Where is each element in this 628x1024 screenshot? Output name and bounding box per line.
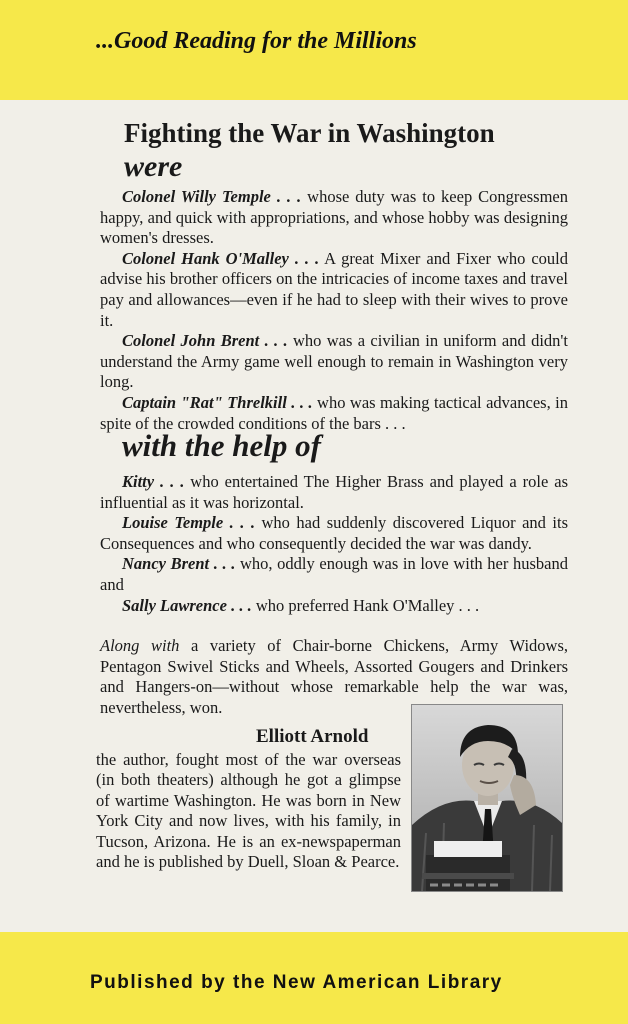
character-entry	[100, 187, 568, 249]
along-text: a variety of Chair-borne Chickens, Army Widows, Pentagon Swivel Sticks and Wheels, Assorted Gougers and Drinkers and Hangers-on—without whose remarkable help the war was, nevertheless, won.	[100, 636, 569, 717]
character-name: Kitty . . .	[122, 472, 185, 491]
character-desc: who, oddly enough was in love with her husband and	[100, 554, 568, 594]
character-desc: who was making tactical advances, in spite of the crowded conditions of the bars . . .	[100, 392, 568, 433]
character-name: Captain "Rat" Threlkill . . .	[122, 392, 313, 412]
character-entry	[100, 472, 568, 513]
character-desc: who had suddenly discovered Liquor and its Consequences and who consequently decided the war was dandy.	[100, 513, 568, 553]
character-desc: who preferred Hank O'Malley . . .	[251, 595, 480, 615]
cast-list-were	[100, 187, 568, 434]
character-name: Nancy Brent . . .	[122, 554, 236, 574]
character-entry	[100, 331, 568, 393]
character-name: Sally Lawrence . . .	[122, 595, 252, 615]
author-bio: the author, fought most of the war overseas (in both theaters) although he got a glimpse of wartime Washington. He was born in New York City and now lives, with his family, in Tucson, Arizona. He is an ex-newspaperman and he is published by Duell, Sloan & Pearce.	[96, 750, 401, 872]
character-desc: A great Mixer and Fixer who could advise his brother officers on the intricacies of income taxes and travel pay and allowances—even if he had to sleep with their wives to prove it.	[100, 248, 568, 330]
along-lead: Along with	[100, 636, 180, 655]
character-name: Louise Temple . . .	[122, 513, 256, 533]
author-portrait-icon	[412, 705, 562, 891]
section-label-help: with the help of	[122, 428, 321, 463]
character-desc: who was a civilian in uniform and didn't understand the Army game well enough to remain in Washington very long.	[100, 331, 568, 392]
character-desc: who entertained The Higher Brass and played a role as influential as it was horizontal.	[100, 472, 568, 512]
author-photo	[411, 704, 563, 892]
character-name: Colonel Hank O'Malley . . .	[122, 248, 320, 268]
character-name: Colonel John Brent . . .	[122, 331, 288, 351]
character-desc: whose duty was to keep Congressmen happy, and quick with appropriations, and whose hobby was designing women's dresses.	[100, 187, 569, 248]
section-label-were: were	[124, 150, 183, 183]
character-entry	[100, 513, 568, 554]
publisher-line: Published by the New American Library	[90, 972, 503, 993]
character-entry	[100, 596, 568, 617]
tagline: ...Good Reading for the Millions	[96, 28, 417, 54]
character-name: Colonel Willy Temple . . .	[122, 187, 302, 206]
character-entry	[100, 554, 568, 595]
character-entry	[100, 249, 568, 331]
book-heading: Fighting the War in Washington	[124, 118, 495, 148]
author-name: Elliott Arnold	[256, 726, 369, 747]
cast-list-help	[100, 472, 568, 616]
